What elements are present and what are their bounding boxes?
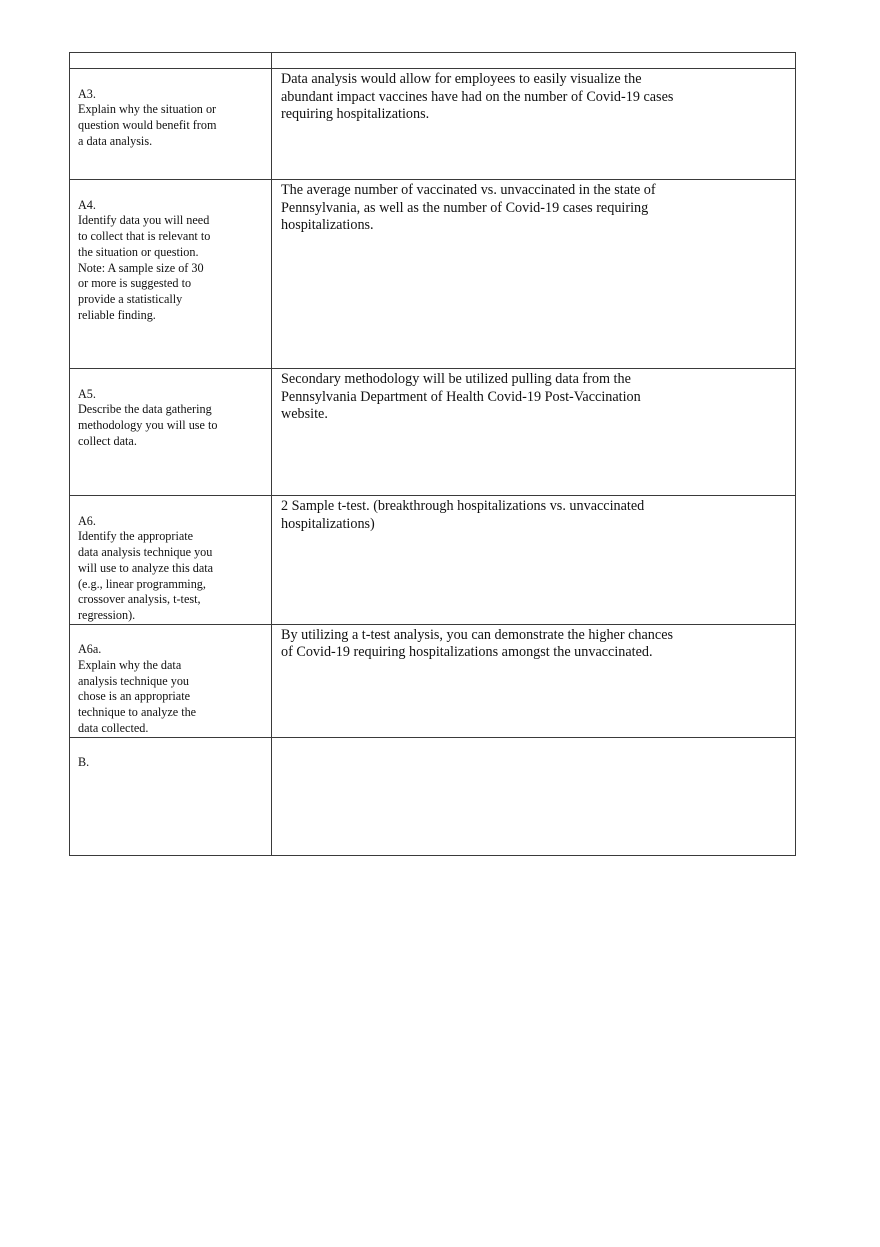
item-code: B.	[78, 755, 90, 770]
item-code: A6a.	[78, 642, 102, 657]
answer-text: Secondary methodology will be utilized pulling data from the Pennsylvania Department of Health Covid-19 Post-Vaccination website.	[281, 371, 641, 423]
prompt-cell	[70, 496, 272, 625]
prompt-cell	[70, 624, 272, 737]
header-cell-right	[272, 53, 796, 69]
item-code: A3.	[78, 86, 96, 101]
answer-text: By utilizing a t-test analysis, you can demonstrate the higher chances of Covid-19 requiring hospitalizations amongst the unvaccinated.	[281, 626, 674, 661]
prompt-text: Identify data you will need to collect that is relevant to the situation or question. Note: A sample size of 30 or more is suggested to provide a statistically reliable finding.	[78, 213, 211, 322]
item-code: A4.	[78, 197, 96, 212]
prompt-text: Explain why the data analysis technique you chose is an appropriate technique to analyze the data collected.	[78, 658, 197, 735]
prompt-cell	[70, 69, 272, 180]
answer-cell[interactable]	[272, 180, 796, 369]
answer-text: Data analysis would allow for employees to easily visualize the abundant impact vaccines have had on the number of Covid-19 cases requiring hospitalizations.	[281, 71, 674, 123]
answer-cell[interactable]	[272, 69, 796, 180]
answer-text	[272, 738, 795, 740]
worksheet-table	[69, 52, 796, 856]
answer-text: 2 Sample t-test. (breakthrough hospitalizations vs. unvaccinated hospitalizations)	[281, 498, 645, 532]
answer-cell[interactable]	[272, 737, 796, 855]
header-cell-left	[70, 53, 272, 69]
answer-text: The average number of vaccinated vs. unvaccinated in the state of Pennsylvania, as well as the number of Covid-19 cases requiring hospitalizations.	[281, 182, 656, 234]
table-row-a5	[70, 369, 796, 496]
table-row-a3	[70, 69, 796, 180]
answer-cell[interactable]	[272, 624, 796, 737]
table-row-b	[70, 737, 796, 855]
table-row-a4	[70, 180, 796, 369]
answer-cell[interactable]	[272, 496, 796, 625]
prompt-cell	[70, 369, 272, 496]
item-code: A5.	[78, 386, 96, 401]
prompt-text: Describe the data gathering methodology you will use to collect data.	[78, 402, 218, 448]
prompt-text: Identify the appropriate data analysis technique you will use to analyze this data (e.g., linear programming, crossover analysis, t-test, regression).	[78, 529, 214, 622]
table-header-row	[70, 53, 796, 69]
prompt-cell	[70, 737, 272, 855]
table-row-a6a	[70, 624, 796, 737]
prompt-cell	[70, 180, 272, 369]
prompt-text: Explain why the situation or question would benefit from a data analysis.	[78, 102, 217, 148]
answer-cell[interactable]	[272, 369, 796, 496]
item-code: A6.	[78, 513, 96, 528]
table-row-a6	[70, 496, 796, 625]
